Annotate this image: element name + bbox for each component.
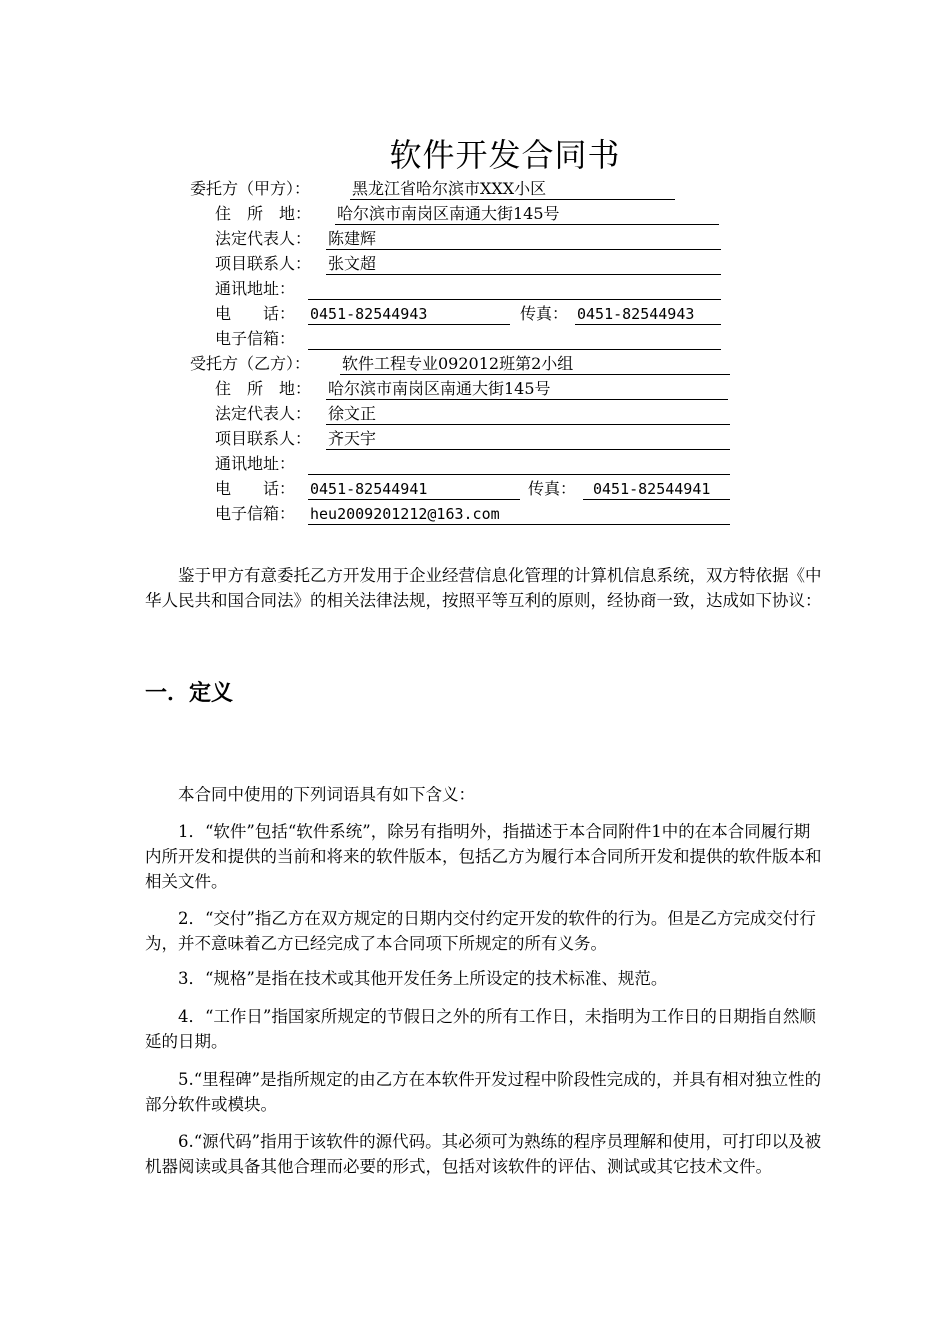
party-b-contact-row bbox=[215, 428, 735, 452]
party-b-email-label: 电子信箱： bbox=[215, 504, 296, 523]
definition-item-4: 4．“工作日”指国家所规定的节假日之外的所有工作日，未指明为工作日的日期指自然顺延的日期。 bbox=[145, 1007, 816, 1051]
party-a-fax: 0451-82544943 bbox=[575, 303, 721, 325]
party-a-fax-label: 传真： bbox=[520, 304, 569, 323]
party-a-contact: 张文超 bbox=[326, 253, 721, 275]
party-b-mail bbox=[308, 453, 730, 475]
party-a-rep-label: 法定代表人： bbox=[215, 229, 312, 248]
party-a-contact-label: 项目联系人： bbox=[215, 254, 312, 273]
party-a-contact-row bbox=[215, 253, 725, 277]
definition-item-3: 3．“规格”是指在技术或其他开发任务上所设定的技术标准、规范。 bbox=[178, 969, 668, 988]
definition-item-6: 6.“源代码”指用于该软件的源代码。其必须可为熟练的程序员理解和使用，可打印以及被机器阅读或具备其他合理而必要的形式，包括对该软件的评估、测试或其它技术文件。 bbox=[145, 1132, 822, 1176]
party-a-row bbox=[190, 178, 690, 202]
party-b-mail-label: 通讯地址： bbox=[215, 454, 296, 473]
party-a-name: 黑龙江省哈尔滨市XXX小区 bbox=[350, 178, 675, 200]
party-b-email: heu2009201212@163.com bbox=[308, 503, 730, 525]
party-a-mail-label: 通讯地址： bbox=[215, 279, 296, 298]
document-title: 软件开发合同书 bbox=[389, 136, 621, 174]
party-a-label: 委托方（甲方）： bbox=[190, 179, 311, 198]
party-a-phone: 0451-82544943 bbox=[308, 303, 510, 325]
party-b-name: 软件工程专业092012班第2小组 bbox=[340, 353, 730, 375]
party-a-address: 哈尔滨市南岗区南通大街145号 bbox=[335, 203, 719, 225]
party-b-fax: 0451-82544941 bbox=[583, 478, 730, 500]
party-b-label: 受托方（乙方）： bbox=[190, 354, 311, 373]
definition-item-1: 1．“软件”包括“软件系统”，除另有指明外，指描述于本合同附件1中的在本合同履行期内所开发和提供的当前和将来的软件版本，包括乙方为履行本合同所开发和提供的软件版本和相关文件。 bbox=[145, 822, 822, 891]
party-b-address: 哈尔滨市南岗区南通大街145号 bbox=[326, 378, 728, 400]
party-b-phone-label: 电 话： bbox=[215, 479, 296, 498]
party-a-address-label: 住 所 地： bbox=[215, 204, 312, 223]
party-b-rep: 徐文正 bbox=[326, 403, 730, 425]
party-a-rep-row bbox=[215, 228, 725, 252]
preamble-paragraph: 鉴于甲方有意委托乙方开发用于企业经营信息化管理的计算机信息系统，双方特依据《中华人民共和国合同法》的相关法律法规，按照平等互利的原则，经协商一致，达成如下协议： bbox=[145, 566, 822, 610]
party-b-rep-label: 法定代表人： bbox=[215, 404, 312, 423]
party-a-email-row bbox=[215, 328, 725, 352]
party-b-fax-label: 传真： bbox=[528, 479, 577, 498]
party-a-email bbox=[308, 328, 721, 350]
party-b-mail-row bbox=[215, 453, 735, 477]
section-intro: 本合同中使用的下列词语具有如下含义： bbox=[178, 785, 475, 804]
party-b-rep-row bbox=[215, 403, 735, 427]
party-b-address-row bbox=[215, 378, 735, 402]
party-b-email-row bbox=[215, 503, 735, 527]
definition-item-2: 2．“交付”指乙方在双方规定的日期内交付约定开发的软件的行为。但是乙方完成交付行为，并不意味着乙方已经完成了本合同项下所规定的所有义务。 bbox=[145, 909, 816, 953]
party-b-contact: 齐天宇 bbox=[326, 428, 730, 450]
party-a-mail bbox=[308, 278, 721, 300]
definition-item-5: 5.“里程碑”是指所规定的由乙方在本软件开发过程中阶段性完成的，并具有相对独立性的部分软件或模块。 bbox=[145, 1070, 822, 1114]
party-a-rep: 陈建辉 bbox=[326, 228, 721, 250]
party-a-address-row bbox=[215, 203, 725, 227]
party-b-address-label: 住 所 地： bbox=[215, 379, 312, 398]
party-a-email-label: 电子信箱： bbox=[215, 329, 296, 348]
party-b-contact-label: 项目联系人： bbox=[215, 429, 312, 448]
party-b-row bbox=[190, 353, 735, 377]
party-a-phone-label: 电 话： bbox=[215, 304, 296, 323]
party-a-mail-row bbox=[215, 278, 725, 302]
party-b-phone-row bbox=[215, 478, 735, 502]
section-heading: 一．定义 bbox=[145, 681, 234, 706]
party-b-phone: 0451-82544941 bbox=[308, 478, 520, 500]
party-a-phone-row bbox=[215, 303, 725, 327]
